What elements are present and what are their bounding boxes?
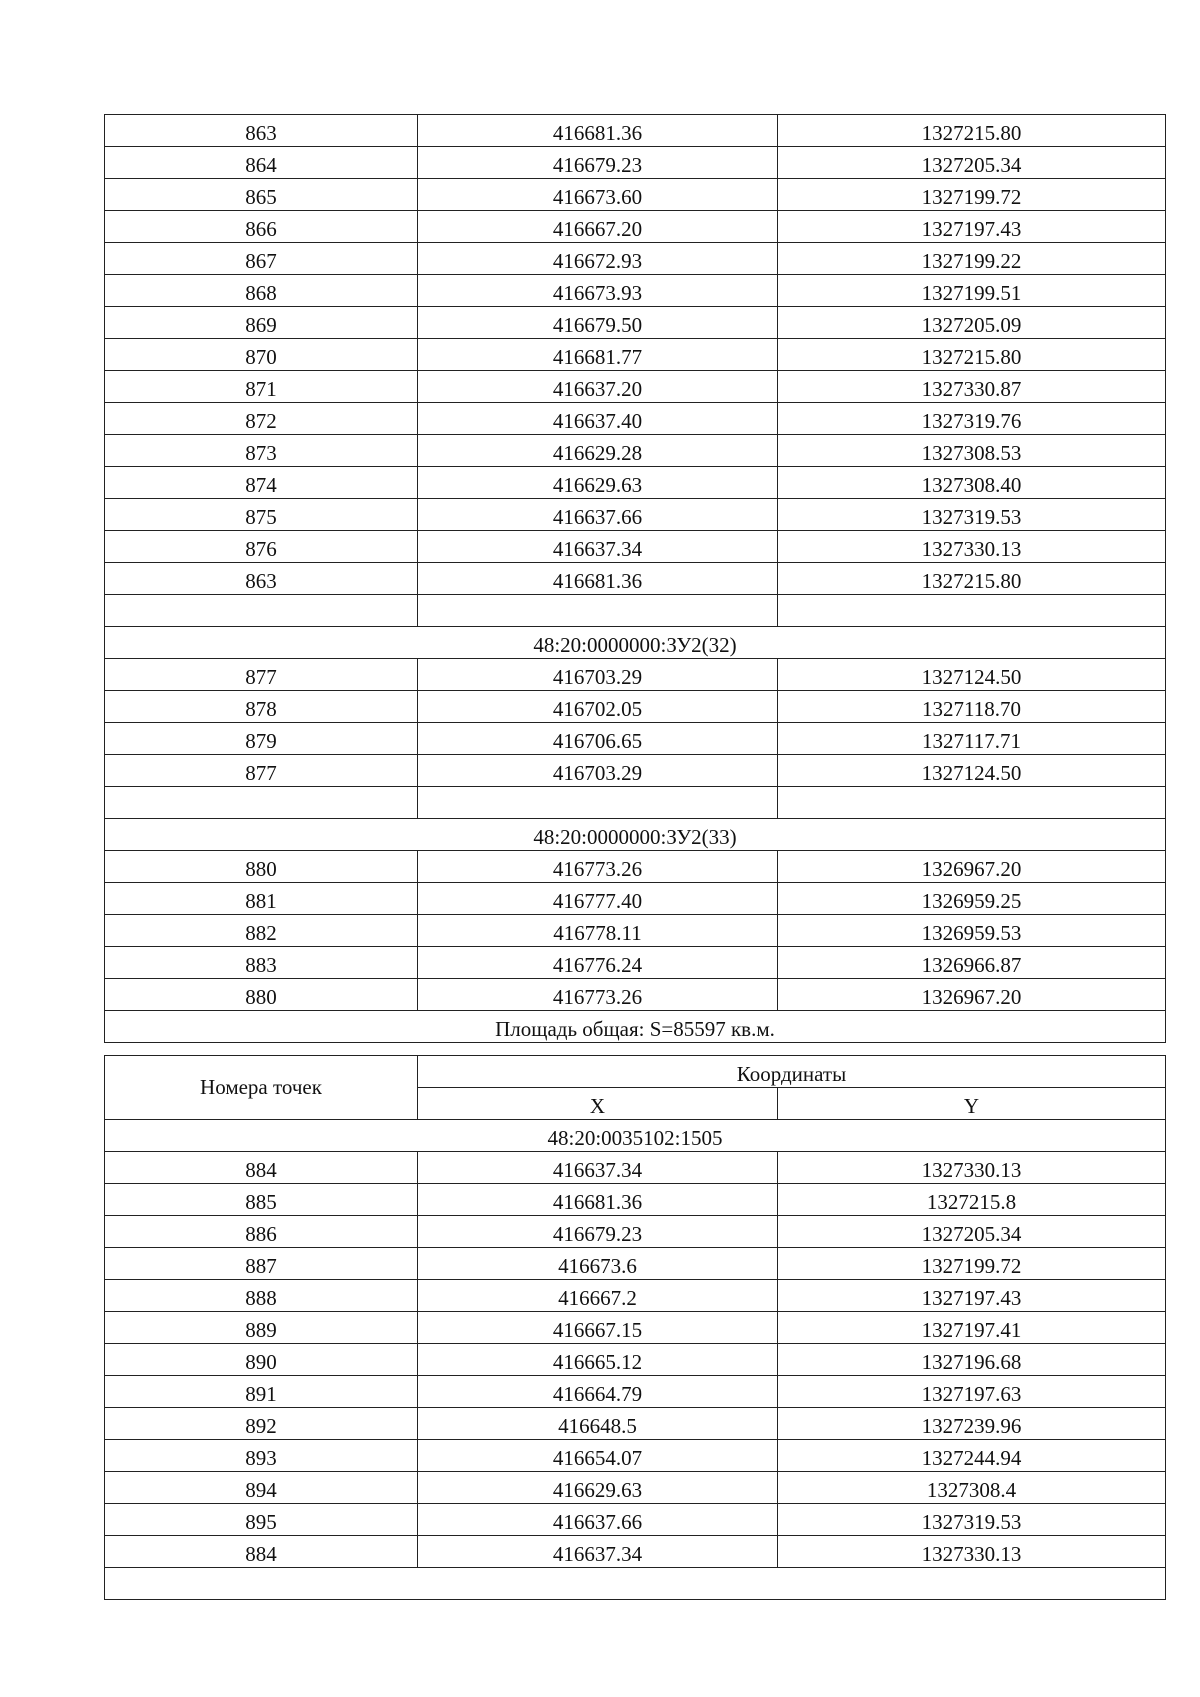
x-coordinate-cell: 416648.5 [418,1408,778,1440]
y-coordinate-cell: 1327215.80 [778,115,1166,147]
table-row [105,1504,1166,1536]
empty-cell [105,595,418,627]
y-coordinate-cell: 1327199.72 [778,179,1166,211]
y-coordinate-cell: 1327319.76 [778,403,1166,435]
x-coordinate-cell: 416665.12 [418,1344,778,1376]
point-number-cell: 864 [105,147,418,179]
point-number-cell: 885 [105,1184,418,1216]
table-row [105,1344,1166,1376]
x-coordinate-cell: 416629.63 [418,1472,778,1504]
table-row [105,1376,1166,1408]
y-coordinate-cell: 1327319.53 [778,499,1166,531]
point-number-cell: 884 [105,1536,418,1568]
coordinates-table-top [104,114,1166,1043]
point-number-cell: 865 [105,179,418,211]
table-row [105,211,1166,243]
table-row [105,1440,1166,1472]
header-y: Y [778,1088,1166,1120]
point-number-cell: 887 [105,1248,418,1280]
x-coordinate-cell: 416637.40 [418,403,778,435]
table-row [105,467,1166,499]
point-number-cell: 863 [105,563,418,595]
y-coordinate-cell: 1326967.20 [778,979,1166,1011]
table-row [105,563,1166,595]
x-coordinate-cell: 416773.26 [418,851,778,883]
point-number-cell: 890 [105,1344,418,1376]
total-area: Площадь общая: S=85597 кв.м. [105,1011,1166,1043]
x-coordinate-cell: 416637.20 [418,371,778,403]
x-coordinate-cell: 416637.34 [418,531,778,563]
point-number-cell: 866 [105,211,418,243]
point-number-cell: 893 [105,1440,418,1472]
x-coordinate-cell: 416679.23 [418,1216,778,1248]
point-number-cell: 889 [105,1312,418,1344]
table-row [105,1472,1166,1504]
x-coordinate-cell: 416681.36 [418,1184,778,1216]
x-coordinate-cell: 416681.36 [418,563,778,595]
y-coordinate-cell: 1327124.50 [778,659,1166,691]
empty-cell [418,787,778,819]
x-coordinate-cell: 416629.28 [418,435,778,467]
table-row [105,1216,1166,1248]
x-coordinate-cell: 416702.05 [418,691,778,723]
x-coordinate-cell: 416778.11 [418,915,778,947]
y-coordinate-cell: 1327199.22 [778,243,1166,275]
y-coordinate-cell: 1327330.13 [778,1152,1166,1184]
y-coordinate-cell: 1327319.53 [778,1504,1166,1536]
x-coordinate-cell: 416679.50 [418,307,778,339]
point-number-cell: 888 [105,1280,418,1312]
x-coordinate-cell: 416664.79 [418,1376,778,1408]
x-coordinate-cell: 416706.65 [418,723,778,755]
point-number-cell: 867 [105,243,418,275]
table-row [105,403,1166,435]
table-row [105,371,1166,403]
parcel-title-row [105,627,1166,659]
table-row [105,851,1166,883]
point-number-cell: 883 [105,947,418,979]
empty-row [105,787,1166,819]
table-row [105,915,1166,947]
table-row [105,435,1166,467]
parcel-title: 48:20:0000000:ЗУ2(33) [105,819,1166,851]
x-coordinate-cell: 416777.40 [418,883,778,915]
table-row [105,659,1166,691]
point-number-cell: 877 [105,659,418,691]
table-row [105,307,1166,339]
table-row [105,179,1166,211]
x-coordinate-cell: 416637.66 [418,1504,778,1536]
y-coordinate-cell: 1327215.8 [778,1184,1166,1216]
y-coordinate-cell: 1327197.43 [778,1280,1166,1312]
table-row [105,979,1166,1011]
point-number-cell: 874 [105,467,418,499]
table-row [105,1312,1166,1344]
point-number-cell: 871 [105,371,418,403]
point-number-cell: 880 [105,851,418,883]
x-coordinate-cell: 416672.93 [418,243,778,275]
y-coordinate-cell: 1327199.51 [778,275,1166,307]
parcel-title: 48:20:0000000:ЗУ2(32) [105,627,1166,659]
x-coordinate-cell: 416773.26 [418,979,778,1011]
table-header-row [105,1056,1166,1088]
y-coordinate-cell: 1327308.4 [778,1472,1166,1504]
x-coordinate-cell: 416673.93 [418,275,778,307]
table-row [105,691,1166,723]
empty-row [105,1568,1166,1600]
point-number-cell: 882 [105,915,418,947]
point-number-cell: 863 [105,115,418,147]
table-row [105,243,1166,275]
table-row [105,1152,1166,1184]
point-number-cell: 881 [105,883,418,915]
coordinates-table-bottom [104,1055,1166,1600]
y-coordinate-cell: 1327118.70 [778,691,1166,723]
table-row [105,947,1166,979]
y-coordinate-cell: 1327205.34 [778,1216,1166,1248]
x-coordinate-cell: 416681.77 [418,339,778,371]
x-coordinate-cell: 416703.29 [418,659,778,691]
table-row [105,339,1166,371]
table-row [105,723,1166,755]
table-row [105,115,1166,147]
header-point-numbers: Номера точек [105,1056,418,1120]
y-coordinate-cell: 1327330.87 [778,371,1166,403]
point-number-cell: 891 [105,1376,418,1408]
point-number-cell: 877 [105,755,418,787]
total-area-row [105,1011,1166,1043]
empty-cell [105,1568,1166,1600]
point-number-cell: 884 [105,1152,418,1184]
y-coordinate-cell: 1327117.71 [778,723,1166,755]
x-coordinate-cell: 416673.60 [418,179,778,211]
x-coordinate-cell: 416673.6 [418,1248,778,1280]
x-coordinate-cell: 416703.29 [418,755,778,787]
x-coordinate-cell: 416654.07 [418,1440,778,1472]
y-coordinate-cell: 1327330.13 [778,1536,1166,1568]
empty-cell [418,595,778,627]
point-number-cell: 894 [105,1472,418,1504]
point-number-cell: 873 [105,435,418,467]
y-coordinate-cell: 1327215.80 [778,563,1166,595]
y-coordinate-cell: 1327205.34 [778,147,1166,179]
x-coordinate-cell: 416637.34 [418,1536,778,1568]
x-coordinate-cell: 416776.24 [418,947,778,979]
y-coordinate-cell: 1326959.25 [778,883,1166,915]
y-coordinate-cell: 1327196.68 [778,1344,1166,1376]
y-coordinate-cell: 1326967.20 [778,851,1166,883]
x-coordinate-cell: 416637.66 [418,499,778,531]
x-coordinate-cell: 416629.63 [418,467,778,499]
y-coordinate-cell: 1327330.13 [778,531,1166,563]
empty-cell [778,787,1166,819]
y-coordinate-cell: 1327239.96 [778,1408,1166,1440]
x-coordinate-cell: 416637.34 [418,1152,778,1184]
point-number-cell: 875 [105,499,418,531]
point-number-cell: 870 [105,339,418,371]
point-number-cell: 878 [105,691,418,723]
point-number-cell: 886 [105,1216,418,1248]
y-coordinate-cell: 1327197.41 [778,1312,1166,1344]
y-coordinate-cell: 1327197.43 [778,211,1166,243]
y-coordinate-cell: 1327244.94 [778,1440,1166,1472]
table-row [105,1248,1166,1280]
y-coordinate-cell: 1327197.63 [778,1376,1166,1408]
point-number-cell: 876 [105,531,418,563]
point-number-cell: 869 [105,307,418,339]
parcel-title-row [105,819,1166,851]
x-coordinate-cell: 416667.20 [418,211,778,243]
point-number-cell: 868 [105,275,418,307]
table-row [105,1280,1166,1312]
x-coordinate-cell: 416667.15 [418,1312,778,1344]
table-row [105,531,1166,563]
y-coordinate-cell: 1327205.09 [778,307,1166,339]
point-number-cell: 895 [105,1504,418,1536]
header-coordinates: Координаты [418,1056,1166,1088]
table-row [105,755,1166,787]
y-coordinate-cell: 1327215.80 [778,339,1166,371]
x-coordinate-cell: 416667.2 [418,1280,778,1312]
y-coordinate-cell: 1327124.50 [778,755,1166,787]
header-x: X [418,1088,778,1120]
point-number-cell: 880 [105,979,418,1011]
table-row [105,1408,1166,1440]
empty-cell [105,787,418,819]
y-coordinate-cell: 1326966.87 [778,947,1166,979]
table-row [105,147,1166,179]
empty-cell [778,595,1166,627]
x-coordinate-cell: 416681.36 [418,115,778,147]
parcel-title-row [105,1120,1166,1152]
parcel-title: 48:20:0035102:1505 [105,1120,1166,1152]
x-coordinate-cell: 416679.23 [418,147,778,179]
point-number-cell: 879 [105,723,418,755]
table-row [105,1184,1166,1216]
y-coordinate-cell: 1327308.40 [778,467,1166,499]
table-row [105,1536,1166,1568]
y-coordinate-cell: 1326959.53 [778,915,1166,947]
y-coordinate-cell: 1327308.53 [778,435,1166,467]
point-number-cell: 872 [105,403,418,435]
table-row [105,275,1166,307]
table-row [105,883,1166,915]
point-number-cell: 892 [105,1408,418,1440]
y-coordinate-cell: 1327199.72 [778,1248,1166,1280]
table-row [105,499,1166,531]
empty-row [105,595,1166,627]
